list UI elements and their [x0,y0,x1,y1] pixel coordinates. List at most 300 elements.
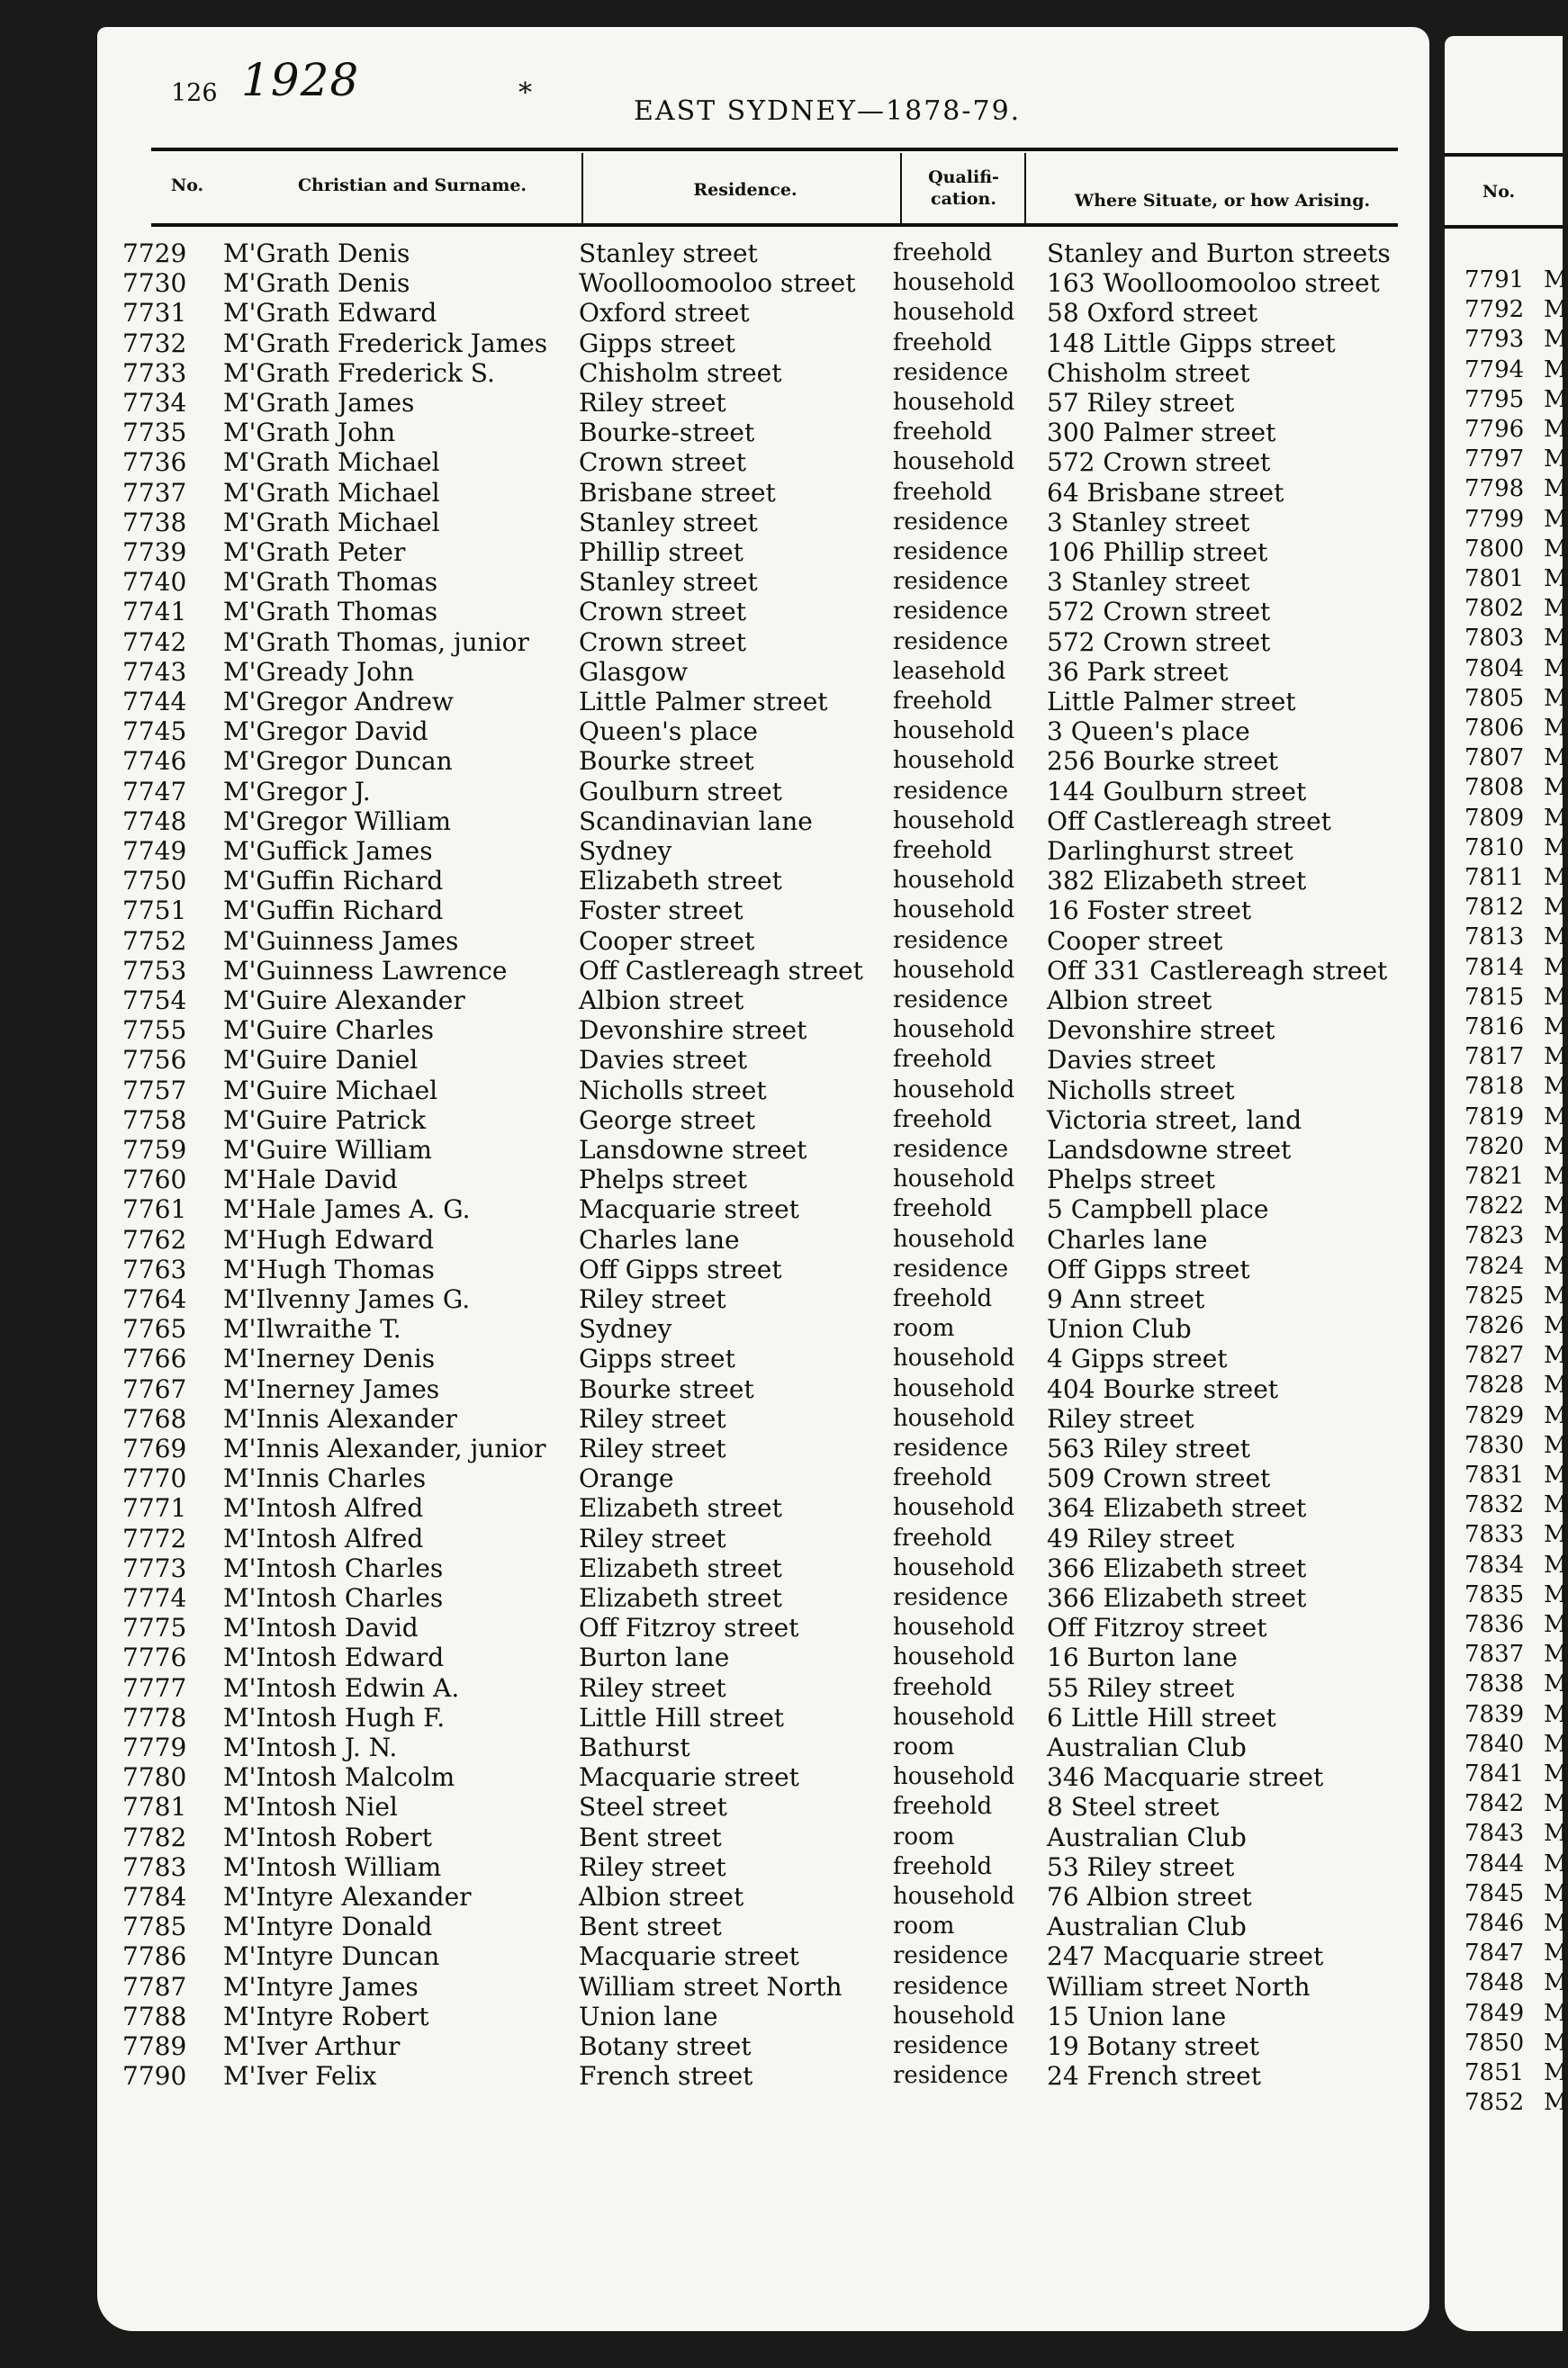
entry-name: M'Intyre Robert [223,2001,429,2031]
facing-entry-number: 7796 [1464,416,1525,443]
table-row [97,2002,1429,2031]
facing-entry-number: 7846 [1464,1910,1525,1937]
entry-number: 7758 [122,1104,187,1135]
entry-name: M'Gregor David [223,716,428,747]
entry-qualification: household [893,1076,1015,1103]
table-row [97,1524,1429,1553]
facing-entry-initial: M [1544,505,1568,533]
facing-entry-initial: M [1544,1013,1568,1040]
entry-residence: Macquarie street [579,1762,799,1793]
facing-entry-initial: M [1544,326,1568,354]
entry-residence: Woolloomooloo street [579,268,856,299]
entry-name: M'Intosh Robert [223,1822,432,1852]
entry-number: 7783 [122,1851,187,1882]
entry-number: 7788 [122,2001,187,2031]
entry-name: M'Innis Alexander [223,1403,457,1434]
entry-residence: Macquarie street [579,1941,799,1972]
entry-name: M'Guire Daniel [223,1045,419,1076]
entry-where: 19 Botany street [1047,2031,1260,2061]
entry-where: 364 Elizabeth street [1047,1493,1307,1524]
facing-entry-number: 7801 [1464,565,1525,592]
table-row [97,1493,1429,1523]
entry-residence: Queen's place [579,716,758,747]
header-bottom-rule [151,223,1398,227]
entry-qualification: residence [893,598,1009,626]
entry-name: M'Gregor Duncan [223,746,453,777]
facing-entry-initial: M [1544,894,1568,922]
facing-entry-initial: M [1544,1910,1568,1937]
entry-number: 7781 [122,1792,187,1823]
entry-where: Cooper street [1047,925,1223,956]
entry-number: 7766 [122,1344,187,1374]
entry-number: 7735 [122,418,187,448]
entry-name: M'Gready John [223,656,415,687]
entry-number: 7760 [122,1165,187,1195]
entry-where: 55 Riley street [1047,1672,1235,1703]
entry-name: M'Innis Charles [223,1463,427,1494]
entry-qualification: residence [893,986,1009,1013]
entry-residence: Riley street [579,1851,726,1882]
facing-entry-initial: M [1544,1491,1568,1519]
facing-entry-number: 7833 [1464,1521,1525,1549]
entry-name: M'Ilwraithe T. [223,1314,401,1345]
facing-entry-number: 7848 [1464,1969,1525,1997]
facing-entry-number: 7838 [1464,1670,1525,1698]
entry-residence: Phillip street [579,537,743,567]
entry-qualification: residence [893,1435,1009,1462]
facing-entry-number: 7811 [1464,864,1525,891]
entry-where: 3 Queen's place [1047,716,1250,747]
entry-qualification: leasehold [893,657,1006,685]
facing-entry-number: 7795 [1464,385,1525,413]
entry-where: Nicholls street [1047,1075,1235,1105]
entry-number: 7752 [122,925,187,956]
entry-residence: Glasgow [579,656,689,687]
entry-number: 7774 [122,1583,187,1613]
entry-where: Off 331 Castlereagh street [1047,955,1388,986]
facing-entry-initial: M [1544,356,1568,383]
facing-entry-initial: M [1544,1372,1568,1400]
entry-qualification: household [893,1225,1015,1253]
facing-entry-initial: M [1544,1312,1568,1339]
facing-entry-initial: M [1544,1043,1568,1071]
page-title: EAST SYDNEY—1878-79. [634,95,1022,127]
entry-where: 572 Crown street [1047,447,1271,478]
entry-number: 7773 [122,1553,187,1583]
table-row [97,1673,1429,1703]
table-row [97,1105,1429,1135]
facing-entry-initial: M [1544,1700,1568,1728]
entry-number: 7770 [122,1463,187,1494]
table-row [97,239,1429,268]
entry-residence: Chisholm street [579,357,782,388]
entry-qualification: freehold [893,478,993,506]
facing-entry-number: 7793 [1464,326,1525,354]
entry-where: 3 Stanley street [1047,567,1250,598]
table-row [97,687,1429,716]
col-header-residence: Residence. [693,180,798,200]
facing-entry-number: 7841 [1464,1760,1525,1787]
facing-entry-number: 7820 [1464,1132,1525,1160]
entry-residence: Cooper street [579,925,755,956]
facing-entry-number: 7792 [1464,296,1525,324]
entry-qualification: household [893,717,1015,745]
header-top-rule [151,148,1398,151]
entry-number: 7737 [122,477,187,508]
entry-qualification: residence [893,2032,1009,2059]
entry-where: 3 Stanley street [1047,507,1250,537]
entry-where: Phelps street [1047,1165,1215,1195]
table-row [97,1733,1429,1762]
entry-residence: Bourke street [579,746,754,777]
entry-name: M'Grath James [223,388,415,418]
table-row [97,1643,1429,1672]
col-header-where: Where Situate, or how Arising. [1074,191,1371,211]
entry-name: M'Grath Frederick James [223,328,548,358]
facing-entry-initial: M [1544,654,1568,682]
entry-where: 163 Woolloomooloo street [1047,268,1380,299]
entry-qualification: freehold [893,1464,993,1492]
col-header-no: No. [170,176,204,195]
facing-entry-number: 7803 [1464,625,1525,653]
entry-name: M'Hale James A. G. [223,1194,471,1225]
facing-entry-number: 7837 [1464,1641,1525,1669]
entry-residence: Union lane [579,2001,718,2031]
entry-name: M'Gregor William [223,806,452,836]
entry-name: M'Intyre James [223,1971,419,2002]
entry-residence: Bent street [579,1912,722,1942]
facing-entry-number: 7808 [1464,774,1525,802]
entry-name: M'Intosh J. N. [223,1733,398,1762]
col-header-name: Christian and Surname. [297,176,527,195]
entry-name: M'Guffick James [223,836,433,866]
facing-entry-initial: M [1544,1282,1568,1310]
facing-entry-number: 7844 [1464,1850,1525,1877]
facing-entry-number: 7794 [1464,356,1525,383]
entry-where: Victoria street, land [1047,1104,1302,1135]
facing-entry-initial: M [1544,1163,1568,1190]
facing-entry-number: 7832 [1464,1491,1525,1519]
entry-number: 7739 [122,537,187,567]
table-row [97,358,1429,388]
entry-number: 7779 [122,1733,187,1762]
facing-entry-initial: M [1544,625,1568,653]
entry-residence: Lansdowne street [579,1135,807,1165]
facing-entry-number: 7847 [1464,1940,1525,1967]
entry-name: M'Grath Michael [223,447,440,478]
entry-number: 7768 [122,1403,187,1434]
facing-entry-initial: M [1544,1879,1568,1907]
entry-where: 57 Riley street [1047,388,1235,418]
entry-number: 7729 [122,239,187,268]
entry-name: M'Hugh Edward [223,1224,435,1255]
entry-qualification: household [893,867,1015,895]
entry-number: 7765 [122,1314,187,1345]
entry-residence: Crown street [579,626,746,657]
entry-where: Davies street [1047,1045,1216,1076]
entry-qualification: household [893,299,1015,327]
entry-where: Devonshire street [1047,1015,1275,1046]
table-row [97,866,1429,896]
facing-entry-initial: M [1544,296,1568,324]
entry-number: 7784 [122,1882,187,1912]
entry-residence: Burton lane [579,1643,730,1673]
entry-qualification: household [893,2002,1015,2030]
entry-residence: Riley street [579,388,726,418]
facing-entry-initial: M [1544,475,1568,503]
facing-entry-initial: M [1544,1641,1568,1669]
entry-where: 106 Phillip street [1047,537,1268,567]
facing-entry-number: 7827 [1464,1342,1525,1370]
entry-name: M'Grath Peter [223,537,406,567]
table-row [97,1374,1429,1404]
entry-number: 7762 [122,1224,187,1255]
entry-qualification: freehold [893,837,993,864]
entry-residence: Riley street [579,1523,726,1553]
entry-residence: Crown street [579,447,746,478]
entry-residence: Albion street [579,1882,744,1912]
table-row [97,1284,1429,1314]
entry-number: 7741 [122,597,187,627]
entry-residence: Riley street [579,1672,726,1703]
facing-entry-initial: M [1544,953,1568,981]
entry-number: 7756 [122,1045,187,1076]
entry-where: Little Palmer street [1047,687,1296,716]
entry-qualification: freehold [893,1105,993,1133]
table-row [97,537,1429,567]
facing-entry-number: 7835 [1464,1580,1525,1608]
entry-residence: Devonshire street [579,1015,807,1046]
table-row [97,1792,1429,1822]
facing-entry-initial: M [1544,1103,1568,1130]
entry-residence: Off Fitzroy street [579,1613,799,1643]
facing-entry-initial: M [1544,1342,1568,1370]
facing-entry-number: 7816 [1464,1013,1525,1040]
entry-number: 7753 [122,955,187,986]
entry-residence: Gipps street [579,328,735,358]
entry-qualification: freehold [893,239,993,266]
entry-where: 572 Crown street [1047,626,1271,657]
entry-qualification: freehold [893,1046,993,1074]
entry-residence: Stanley street [579,507,758,537]
table-row [97,746,1429,776]
entry-number: 7749 [122,836,187,866]
entry-where: 572 Crown street [1047,597,1271,627]
entry-qualification: household [893,269,1015,297]
entry-name: M'Guire Charles [223,1015,435,1046]
entry-name: M'Intosh Malcolm [223,1762,455,1793]
entry-qualification: residence [893,1584,1009,1611]
table-row [97,1882,1429,1912]
entry-qualification: freehold [893,1673,993,1701]
entry-residence: Bathurst [579,1733,690,1762]
facing-entry-initial: M [1544,1820,1568,1848]
entry-residence: Riley street [579,1434,726,1463]
entry-residence: Oxford street [579,298,750,329]
entry-where: 49 Riley street [1047,1523,1235,1553]
entry-residence: Elizabeth street [579,866,782,896]
table-row [97,1703,1429,1733]
entry-number: 7778 [122,1702,187,1733]
entry-where: 9 Ann street [1047,1284,1205,1314]
entry-where: Albion street [1047,986,1212,1015]
entry-name: M'Grath John [223,418,396,448]
facing-entry-initial: M [1544,1940,1568,1967]
entry-number: 7751 [122,896,187,926]
entry-residence: Phelps street [579,1165,747,1195]
entry-name: M'Grath Michael [223,477,440,508]
entry-qualification: household [893,1374,1015,1402]
facing-entry-initial: M [1544,1999,1568,2027]
entry-qualification: room [893,1315,955,1343]
facing-entry-initial: M [1544,416,1568,443]
entry-name: M'Intyre Donald [223,1912,433,1942]
table-row [97,329,1429,358]
entry-qualification: residence [893,1942,1009,1970]
entry-residence: George street [579,1104,755,1135]
entry-residence: Scandinavian lane [579,806,813,836]
entry-number: 7777 [122,1672,187,1703]
entry-number: 7754 [122,986,187,1015]
entry-residence: Charles lane [579,1224,740,1255]
entry-residence: Steel street [579,1792,727,1823]
facing-entry-number: 7836 [1464,1611,1525,1638]
entry-name: M'Intosh Niel [223,1792,398,1823]
entry-name: M'Gregor Andrew [223,687,454,716]
col-header-qualification: Qualifi-cation. [928,167,999,209]
column-divider [900,153,902,225]
entry-number: 7745 [122,716,187,747]
entry-residence: Riley street [579,1403,726,1434]
facing-entry-initial: M [1544,1850,1568,1877]
facing-entry-number: 7822 [1464,1193,1525,1220]
table-row [97,478,1429,508]
facing-entry-number: 7843 [1464,1820,1525,1848]
facing-entry-initial: M [1544,2059,1568,2086]
facing-entry-initial: M [1544,744,1568,772]
facing-entry-number: 7840 [1464,1730,1525,1758]
table-row [97,1344,1429,1373]
facing-entry-number: 7798 [1464,475,1525,503]
table-row [97,1045,1429,1075]
entry-where: 346 Macquarie street [1047,1762,1324,1793]
entry-name: M'Intosh Edward [223,1643,445,1673]
facing-entry-number: 7797 [1464,446,1525,473]
entry-number: 7763 [122,1254,187,1284]
facing-entry-number: 7818 [1464,1073,1525,1101]
entry-number: 7731 [122,298,187,329]
facing-entry-number: 7842 [1464,1790,1525,1818]
table-row [97,388,1429,418]
entry-residence: Riley street [579,1284,726,1314]
entry-number: 7740 [122,567,187,598]
entry-qualification: room [893,1733,955,1760]
facing-entry-number: 7845 [1464,1879,1525,1907]
entry-where: Off Fitzroy street [1047,1613,1267,1643]
table-row [97,986,1429,1015]
entry-name: M'Guinness James [223,925,459,956]
facing-entry-initial: M [1544,266,1568,293]
entry-name: M'Intyre Alexander [223,1882,472,1912]
facing-entry-number: 7802 [1464,595,1525,623]
table-row [97,1015,1429,1045]
entry-where: Australian Club [1047,1912,1247,1942]
entry-number: 7755 [122,1015,187,1046]
entry-qualification: household [893,1703,1015,1731]
facing-header-rule [1445,153,1563,157]
entry-number: 7764 [122,1284,187,1314]
entry-where: Riley street [1047,1403,1194,1434]
facing-entry-initial: M [1544,1132,1568,1160]
entry-number: 7738 [122,507,187,537]
entry-residence: Foster street [579,896,743,926]
facing-entry-number: 7812 [1464,894,1525,922]
facing-entry-number: 7810 [1464,833,1525,861]
table-row [97,956,1429,986]
table-row [97,1314,1429,1344]
facing-entry-number: 7834 [1464,1551,1525,1579]
entry-number: 7789 [122,2031,187,2061]
table-row [97,716,1429,746]
facing-entry-number: 7852 [1464,2089,1525,2117]
table-row [97,627,1429,657]
entry-number: 7743 [122,656,187,687]
entry-where: Charles lane [1047,1224,1208,1255]
entry-number: 7730 [122,268,187,299]
entry-name: M'Inerney James [223,1373,440,1404]
entry-name: M'Hugh Thomas [223,1254,435,1284]
facing-entry-number: 7815 [1464,983,1525,1011]
entry-qualification: freehold [893,329,993,356]
facing-entry-initial: M [1544,1551,1568,1579]
facing-entry-initial: M [1544,983,1568,1011]
table-row [97,777,1429,806]
entry-name: M'Intosh Alfred [223,1523,424,1553]
entry-qualification: room [893,1823,955,1850]
entry-qualification: freehold [893,1852,993,1880]
entry-where: Australian Club [1047,1733,1247,1762]
facing-entry-number: 7850 [1464,2029,1525,2057]
entry-name: M'Guire Alexander [223,986,465,1015]
entry-residence: William street North [579,1971,843,2002]
entry-number: 7769 [122,1434,187,1463]
table-row [97,1165,1429,1194]
entry-qualification: household [893,1614,1015,1642]
entry-name: M'Guire William [223,1135,432,1165]
facing-entry-initial: M [1544,446,1568,473]
register-page [97,27,1429,2331]
entry-number: 7771 [122,1493,187,1524]
entry-name: M'Grath Denis [223,268,410,299]
entry-name: M'Grath Denis [223,239,410,268]
facing-header-rule [1445,225,1563,229]
entry-where: 144 Goulburn street [1047,776,1307,806]
entry-number: 7761 [122,1194,187,1225]
facing-entry-initial: M [1544,923,1568,951]
facing-entry-initial: M [1544,565,1568,592]
entry-number: 7776 [122,1643,187,1673]
facing-col-header-no: No. [1482,182,1516,202]
facing-entry-initial: M [1544,385,1568,413]
table-row [97,1762,1429,1792]
entry-residence: Botany street [579,2031,752,2061]
facing-entry-initial: M [1544,804,1568,832]
facing-entry-initial: M [1544,684,1568,712]
entry-number: 7759 [122,1135,187,1165]
table-row [97,2031,1429,2061]
entry-where: Landsdowne street [1047,1135,1292,1165]
facing-entry-initial: M [1544,715,1568,742]
